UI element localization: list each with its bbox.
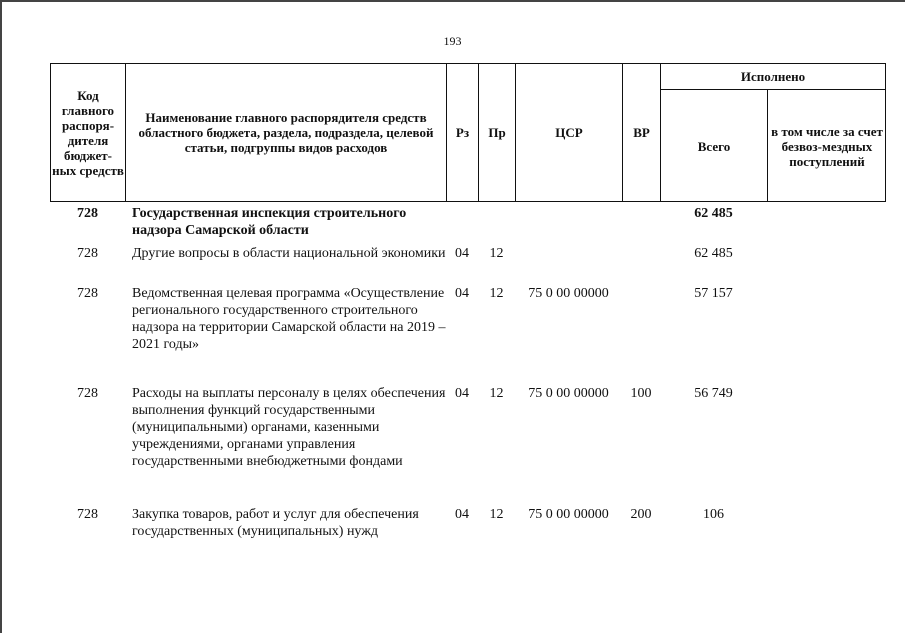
header-csr: ЦСР bbox=[555, 125, 583, 140]
row-pr: 12 bbox=[489, 286, 504, 301]
header-code: Код главного распоря-дителя бюджет-ных средств bbox=[52, 87, 124, 178]
row-total: 62 485 bbox=[694, 206, 733, 221]
row-rz: 04 bbox=[455, 386, 469, 401]
row-rz: 04 bbox=[455, 507, 469, 522]
row-pr: 12 bbox=[489, 246, 504, 261]
row-code: 728 bbox=[77, 206, 98, 221]
page-number: 193 bbox=[443, 34, 462, 48]
row-rz: 04 bbox=[455, 286, 469, 301]
border-code bbox=[125, 63, 126, 202]
header-total: Всего bbox=[697, 138, 731, 154]
header-free: в том числе за счет безвоз-мездных поступлений bbox=[771, 123, 883, 169]
row-name: Ведомственная целевая программа «Осуществление регионального государственного строительного надзора на территории Самарской области на 2019 – 2021 годы» bbox=[132, 286, 446, 352]
row-total: 57 157 bbox=[694, 286, 733, 301]
row-pr: 12 bbox=[489, 507, 504, 522]
row-csr: 75 0 00 00000 bbox=[528, 286, 609, 301]
border-total bbox=[767, 89, 768, 202]
row-name: Государственная инспекция строительного надзора Самарской области bbox=[132, 206, 407, 238]
header-bottom-border bbox=[50, 201, 886, 202]
row-pr: 12 bbox=[489, 386, 504, 401]
row-name: Расходы на выплаты персоналу в целях обеспечения выполнения функций государственными (муниципальными) органами, казенными учреждениями, органами управления государственными внебюджетными фондами bbox=[132, 386, 446, 469]
row-name: Закупка товаров, работ и услуг для обеспечения государственных (муниципальных) нужд bbox=[132, 507, 419, 539]
row-csr: 75 0 00 00000 bbox=[528, 507, 609, 522]
row-code: 728 bbox=[77, 507, 98, 522]
executed-divider bbox=[660, 89, 886, 90]
row-code: 728 bbox=[77, 246, 98, 261]
row-csr: 75 0 00 00000 bbox=[528, 386, 609, 401]
scan-edge-top bbox=[0, 0, 905, 2]
row-name: Другие вопросы в области национальной экономики bbox=[132, 246, 446, 261]
row-vr: 200 bbox=[630, 507, 652, 522]
scan-edge-left bbox=[0, 0, 2, 633]
row-vr: 100 bbox=[630, 386, 652, 401]
border-right bbox=[885, 63, 886, 202]
row-total: 62 485 bbox=[694, 246, 733, 261]
header-executed: Исполнено bbox=[740, 69, 806, 84]
header-name: Наименование главного распорядителя средств областного бюджета, раздела, подраздела, целевой статьи, подгруппы видов расходов bbox=[138, 110, 434, 155]
header-pr: Пр bbox=[488, 125, 506, 140]
row-code: 728 bbox=[77, 286, 98, 301]
row-rz: 04 bbox=[455, 246, 469, 261]
header-rz: Рз bbox=[455, 125, 470, 140]
row-code: 728 bbox=[77, 386, 98, 401]
border-left bbox=[50, 63, 51, 202]
header-vr: ВР bbox=[633, 125, 650, 140]
row-total: 56 749 bbox=[694, 386, 733, 401]
row-total: 106 bbox=[703, 507, 724, 522]
